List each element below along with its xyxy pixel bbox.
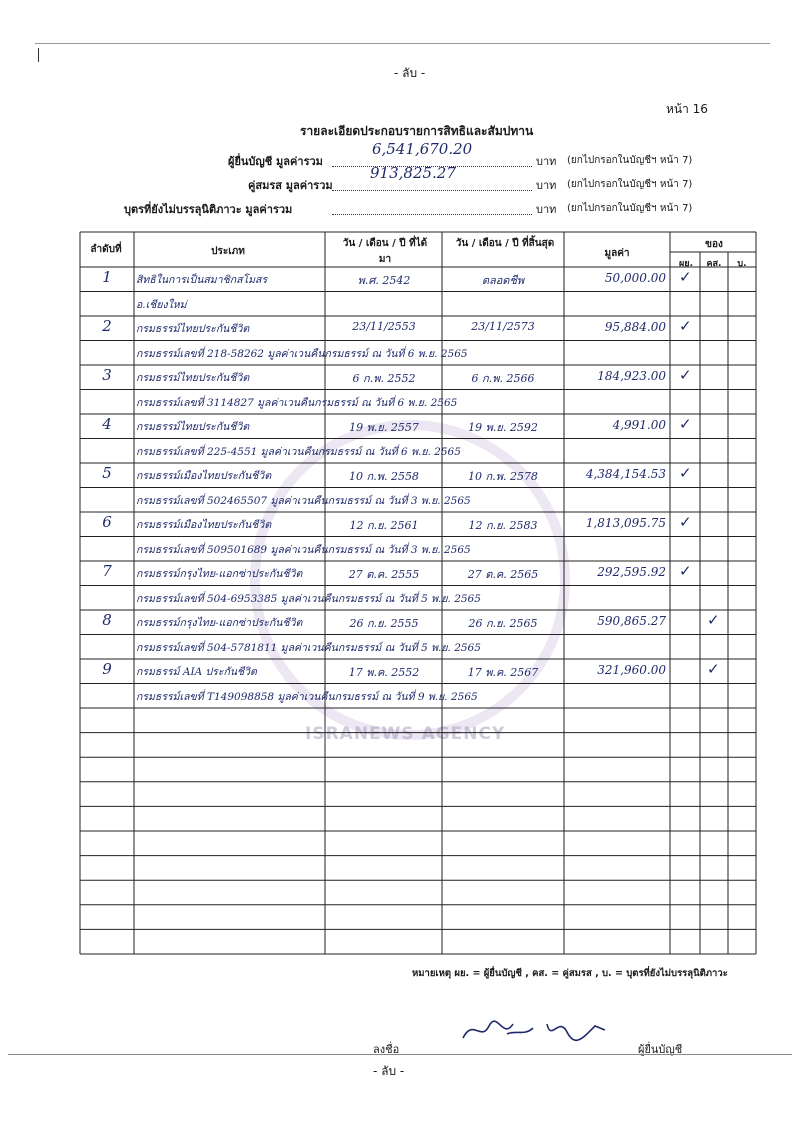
row-number: 1	[102, 268, 112, 286]
row-start-date: 27 ต.ค. 2555	[348, 568, 420, 581]
row-number: 3	[102, 366, 112, 384]
watermark-text: ISRANEWS AGENCY	[305, 724, 506, 744]
row-value: 292,595.92	[597, 565, 666, 579]
footnote: หมายเหตุ ผย. = ผู้ยื่นบัญชี , คส. = คู่สมรส , บ. = บุตรที่ยังไม่บรรลุนิติภาวะ	[412, 968, 728, 979]
spouse-carry-note: (ยกไปกรอกในบัญชีฯ หน้า 7)	[567, 179, 693, 190]
minor-total-label: บุตรที่ยังไม่บรรลุนิติภาวะ มูลค่ารวม	[124, 203, 293, 216]
row-number: 5	[102, 464, 112, 482]
minor-carry-note: (ยกไปกรอกในบัญชีฯ หน้า 7)	[567, 203, 693, 214]
owner-check-icon: ✓	[679, 366, 692, 384]
header-start-date: วัน / เดือน / ปี ที่ได้มา	[342, 238, 428, 265]
row-type: กรมธรรม์ไทยประกันชีวิต	[136, 372, 250, 384]
row-value: 184,923.00	[597, 369, 666, 383]
owner-check-icon: ✓	[679, 317, 692, 335]
owner-check-icon: ✓	[679, 268, 692, 286]
page-number: หน้า 16	[666, 102, 708, 116]
row-start-date: 6 ก.พ. 2552	[352, 372, 416, 385]
row-end-date: 27 ต.ค. 2565	[467, 568, 539, 581]
owner-check-icon: ✓	[707, 660, 720, 678]
secret-header: - ลับ -	[394, 66, 426, 80]
row-start-date: 17 พ.ค. 2552	[348, 666, 420, 679]
owner-check-icon: ✓	[679, 464, 692, 482]
header-no: ลำดับที่	[90, 244, 122, 255]
row-type: สิทธิในการเป็นสมาชิกสโมสร	[136, 274, 268, 286]
row-type: กรมธรรม์ AIA ประกันชีวิต	[136, 666, 257, 678]
row-type: กรมธรรม์ไทยประกันชีวิต	[136, 421, 250, 433]
signer-label: ผู้ยื่นบัญชี	[638, 1043, 683, 1056]
row-value: 590,865.27	[597, 614, 666, 628]
handwritten-signature	[455, 1012, 615, 1048]
row-end-date: 19 พ.ย. 2592	[468, 421, 538, 434]
row-start-date: 19 พ.ย. 2557	[349, 421, 419, 434]
row-end-date: 10 ก.พ. 2578	[468, 470, 538, 483]
row-type-detail: กรมธรรม์เลขที่ 218-58262 มูลค่าเวนคืนกรมธรรม์ ณ วันที่ 6 พ.ย. 2565	[136, 347, 468, 360]
row-type: กรมธรรม์ไทยประกันชีวิต	[136, 323, 250, 335]
row-number: 4	[102, 415, 112, 433]
owner-check-icon: ✓	[679, 415, 692, 433]
spouse-total-label: คู่สมรส มูลค่ารวม	[248, 179, 333, 192]
row-start-date: 12 ก.ย. 2561	[349, 519, 419, 532]
row-start-date: พ.ศ. 2542	[357, 274, 411, 287]
row-end-date: 23/11/2573	[471, 320, 535, 333]
row-end-date: 17 พ.ค. 2567	[467, 666, 539, 679]
footer-line	[8, 1054, 792, 1055]
header-owner-child: บ.	[737, 259, 747, 269]
spouse-total-value: 913,825.27	[370, 164, 456, 182]
row-value: 50,000.00	[604, 271, 666, 285]
row-end-date: 26 ก.ย. 2565	[468, 617, 538, 630]
minor-baht: บาท	[536, 203, 557, 216]
row-type-detail: กรมธรรม์เลขที่ 509501689 มูลค่าเวนคืนกรมธรรม์ ณ วันที่ 3 พ.ย. 2565	[136, 543, 471, 556]
header-owner: ของ	[705, 239, 723, 250]
row-end-date: 6 ก.พ. 2566	[471, 372, 535, 385]
row-type-detail: กรมธรรม์เลขที่ 504-5781811 มูลค่าเวนคืนกรมธรรม์ ณ วันที่ 5 พ.ย. 2565	[136, 641, 481, 654]
filer-total-value: 6,541,670.20	[372, 140, 473, 158]
filer-carry-note: (ยกไปกรอกในบัญชีฯ หน้า 7)	[567, 155, 693, 166]
row-end-date: ตลอดชีพ	[481, 274, 525, 287]
row-type: กรมธรรม์กรุงไทย-แอกซ่าประกันชีวิต	[136, 617, 303, 629]
row-value: 4,384,154.53	[585, 467, 666, 481]
row-type-detail: อ.เชียงใหม่	[136, 298, 187, 311]
row-start-date: 23/11/2553	[352, 320, 416, 333]
owner-check-icon: ✓	[679, 513, 692, 531]
row-type-detail: กรมธรรม์เลขที่ 504-6953385 มูลค่าเวนคืนกรมธรรม์ ณ วันที่ 5 พ.ย. 2565	[136, 592, 481, 605]
sign-label: ลงชื่อ	[373, 1043, 400, 1056]
row-number: 7	[102, 562, 112, 580]
row-value: 95,884.00	[604, 320, 666, 334]
row-value: 4,991.00	[612, 418, 666, 432]
row-value: 1,813,095.75	[585, 516, 666, 530]
header-type: ประเภท	[211, 246, 245, 257]
row-type: กรมธรรม์เมืองไทยประกันชีวิต	[136, 470, 272, 482]
owner-check-icon: ✓	[707, 611, 720, 629]
row-number: 8	[102, 611, 112, 629]
row-type: กรมธรรม์เมืองไทยประกันชีวิต	[136, 519, 272, 531]
header-owner-spouse: คส.	[706, 259, 722, 269]
filer-baht: บาท	[536, 155, 557, 168]
row-type-detail: กรมธรรม์เลขที่ 3114827 มูลค่าเวนคืนกรมธรรม์ ณ วันที่ 6 พ.ย. 2565	[136, 396, 458, 409]
spouse-baht: บาท	[536, 179, 557, 192]
row-type-detail: กรมธรรม์เลขที่ 225-4551 มูลค่าเวนคืนกรมธรรม์ ณ วันที่ 6 พ.ย. 2565	[136, 445, 461, 458]
page-title: รายละเอียดประกอบรายการสิทธิและสัมปทาน	[300, 124, 534, 138]
header-owner-filer: ผย.	[679, 259, 693, 269]
row-type-detail: กรมธรรม์เลขที่ 502465507 มูลค่าเวนคืนกรมธรรม์ ณ วันที่ 3 พ.ย. 2565	[136, 494, 471, 507]
row-start-date: 26 ก.ย. 2555	[349, 617, 419, 630]
row-number: 2	[102, 317, 112, 335]
owner-check-icon: ✓	[679, 562, 692, 580]
row-number: 9	[102, 660, 112, 678]
row-value: 321,960.00	[597, 663, 666, 677]
row-number: 6	[102, 513, 112, 531]
row-start-date: 10 ก.พ. 2558	[349, 470, 419, 483]
header-end-date: วัน / เดือน / ปี ที่สิ้นสุด	[455, 238, 555, 249]
row-type-detail: กรมธรรม์เลขที่ T149098858 มูลค่าเวนคืนกรมธรรม์ ณ วันที่ 9 พ.ย. 2565	[136, 690, 478, 703]
header-value: มูลค่า	[604, 248, 630, 259]
row-end-date: 12 ก.ย. 2583	[468, 519, 538, 532]
secret-footer: - ลับ -	[373, 1064, 405, 1078]
row-type: กรมธรรม์กรุงไทย-แอกซ่าประกันชีวิต	[136, 568, 303, 580]
filer-total-label: ผู้ยื่นบัญชี มูลค่ารวม	[228, 155, 323, 168]
